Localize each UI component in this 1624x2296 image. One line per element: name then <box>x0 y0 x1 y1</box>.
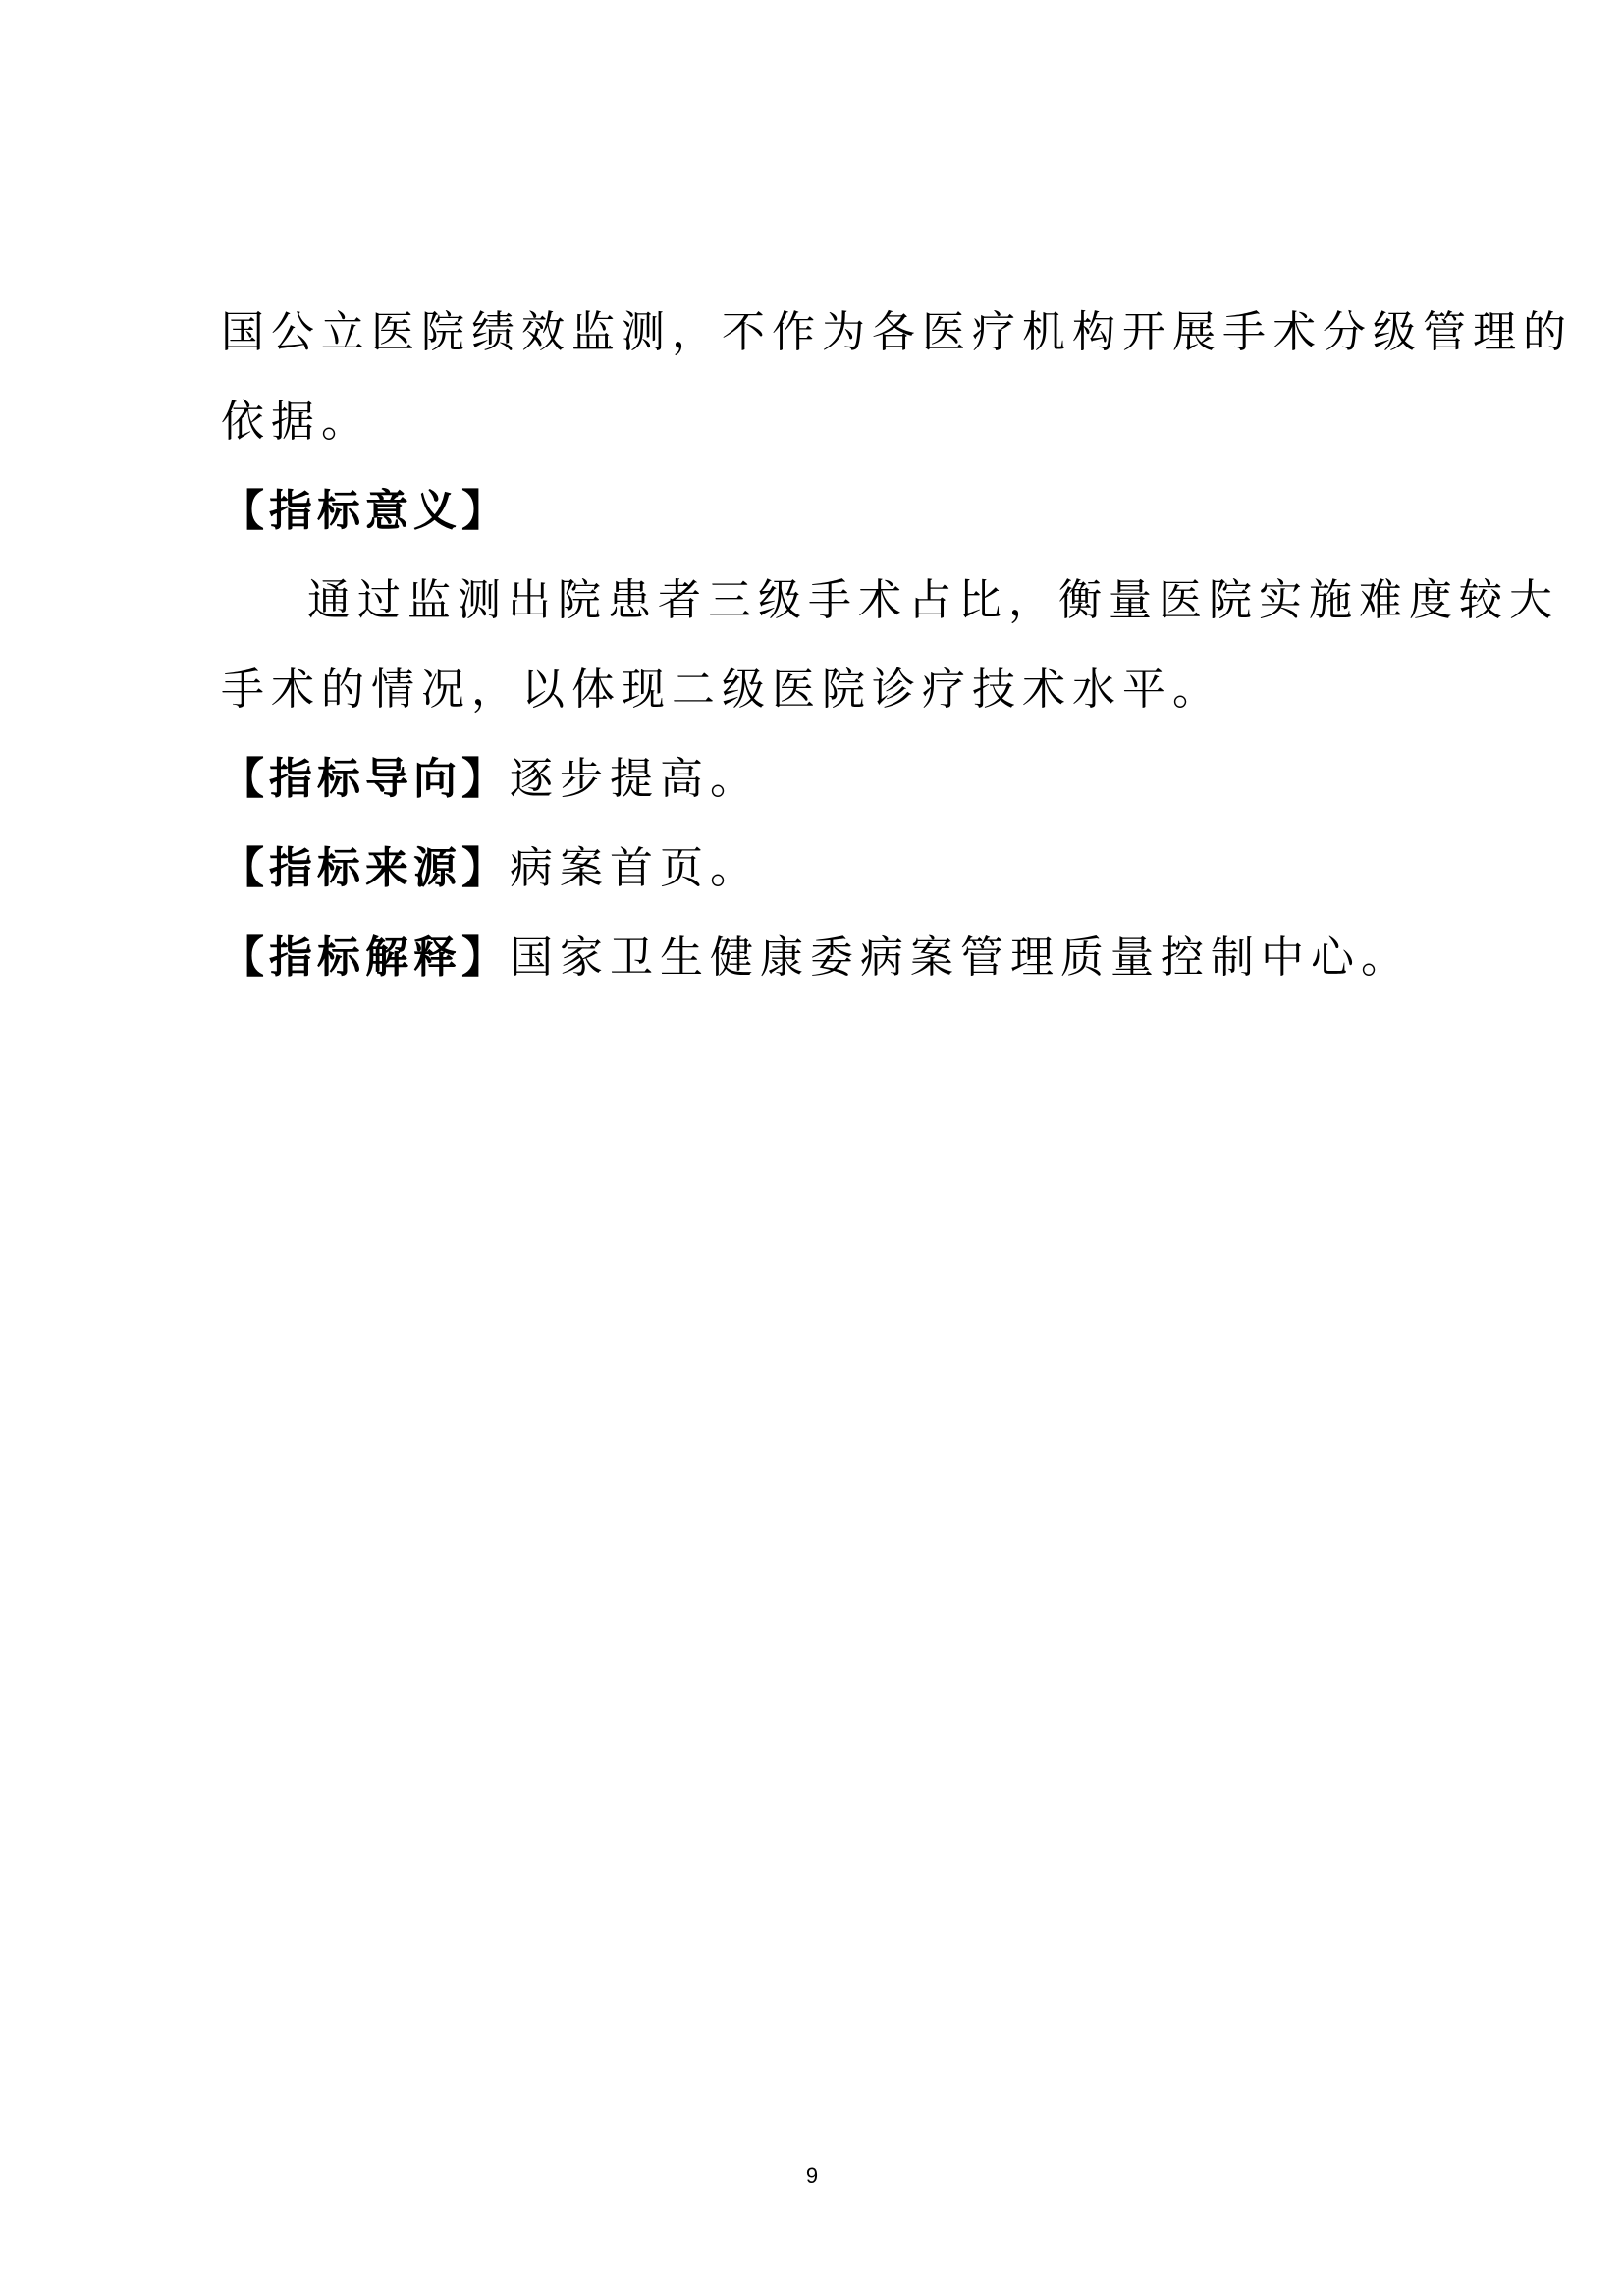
significance-line-2: 手术的情况，以体现二级医院诊疗技术水平。 <box>221 665 1222 715</box>
significance-heading: 【指标意义】 <box>221 486 510 536</box>
continuation-line-2: 依据。 <box>221 397 371 447</box>
page-number: 9 <box>805 2163 819 2188</box>
continuation-line-1: 国公立医院绩效监测，不作为各医疗机构开展手术分级管理的 <box>221 307 1573 357</box>
orientation-heading: 【指标导向】 <box>221 754 510 804</box>
significance-line-1: 通过监测出院患者三级手术占比，衡量医院实施难度较大 <box>307 575 1559 625</box>
source-text: 病案首页。 <box>510 843 760 893</box>
interpretation-text: 国家卫生健康委病案管理质量控制中心。 <box>510 933 1411 983</box>
interpretation-heading: 【指标解释】 <box>221 933 510 983</box>
source-heading: 【指标来源】 <box>221 843 510 893</box>
source-row <box>221 842 1414 895</box>
interpretation-row <box>221 932 1414 985</box>
orientation-row <box>221 753 1414 806</box>
orientation-text: 逐步提高。 <box>510 754 760 804</box>
